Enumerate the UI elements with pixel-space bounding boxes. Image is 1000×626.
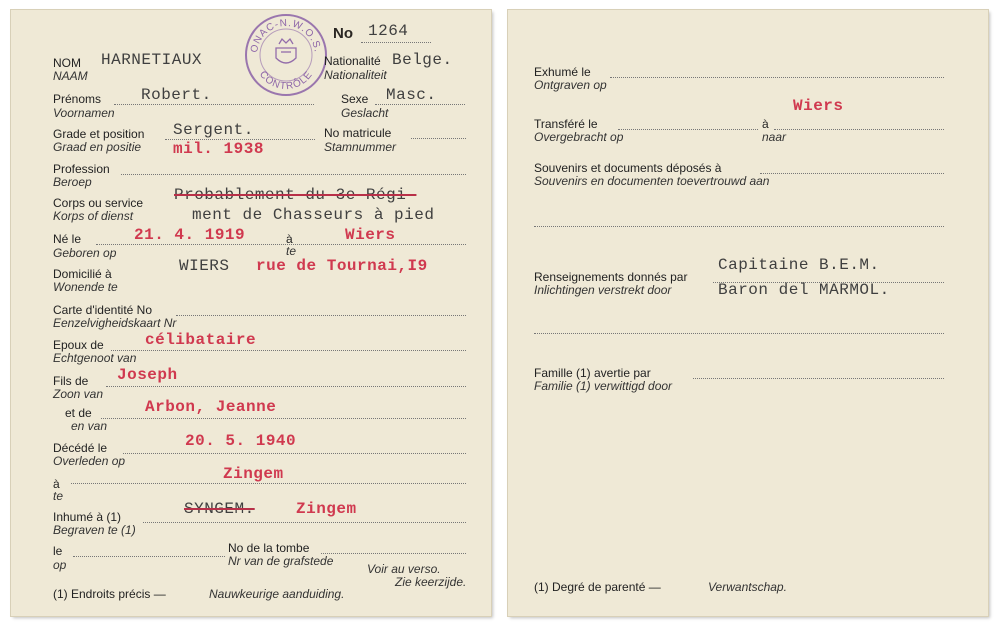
corps-label: Corps ou service [53, 196, 144, 210]
corps-label-nl: Korps of dienst [53, 209, 134, 223]
domicilie-label: Domicilié à [53, 267, 112, 281]
renseignements-label: Renseignements donnés par [534, 270, 688, 284]
famille-label: Famille (1) avertie par [534, 366, 651, 380]
transfere-a-label-nl: naar [762, 130, 787, 144]
ne-label-nl: Geboren op [53, 246, 117, 260]
back-footnote-nl: Verwantschap. [708, 580, 787, 594]
etde-value: Arbon, Jeanne [145, 398, 277, 416]
number-label: No [333, 25, 353, 42]
ne-label: Né le [53, 232, 82, 246]
prenoms-value: Robert. [141, 86, 212, 104]
card-number: 1264 [368, 22, 409, 40]
souvenirs-label-nl: Souvenirs en documenten toevertrouwd aan [534, 174, 770, 188]
prenoms-label: Prénoms [53, 92, 102, 106]
etde-label: et de [65, 406, 92, 420]
inhume-value-struck: SYNGEM. [184, 500, 255, 518]
footnote-fr: (1) Endroits précis — [53, 587, 166, 601]
card-front [11, 10, 491, 616]
le-label: le [53, 544, 63, 558]
le-label-nl: op [53, 558, 67, 572]
transfere-value: Wiers [793, 97, 844, 115]
footnote-nl: Nauwkeurige aanduiding. [209, 587, 345, 601]
nationalite-value: Belge. [392, 51, 453, 69]
domicilie-value-a: WIERS [179, 257, 230, 275]
stamp-top-text: ONAC-N.W.O.S. [248, 17, 323, 54]
fils-label: Fils de [53, 374, 89, 388]
zie-keerzijde: Zie keerzijde. [395, 575, 467, 589]
card-back [508, 10, 988, 616]
stamp-bottom-text: CONTRÔLE [256, 69, 316, 93]
decede-label: Décédé le [53, 441, 108, 455]
carte-label-nl: Eenzelvigheidskaart Nr [53, 316, 177, 330]
etde-label-nl: en van [71, 419, 108, 433]
epoux-label-nl: Echtgenoot van [53, 351, 137, 365]
back-footnote-fr: (1) Degré de parenté — [534, 580, 661, 594]
transfere-a-label: à [762, 117, 769, 131]
sexe-value: Masc. [386, 86, 437, 104]
domicilie-label-nl: Wonende te [53, 280, 118, 294]
nationalite-label: Nationalité [324, 54, 381, 68]
matricule-label: No matricule [324, 126, 392, 140]
a-value: Zingem [223, 465, 284, 483]
renseignements-value-2: Baron del MARMOL. [718, 281, 890, 299]
grade-label: Grade et position [53, 127, 145, 141]
decede-label-nl: Overleden op [53, 454, 126, 468]
epoux-value: célibataire [145, 331, 257, 349]
voir-verso: Voir au verso. [367, 562, 441, 576]
epoux-label: Epoux de [53, 338, 104, 352]
corps-value-line2: ment de Chasseurs à pied [192, 206, 435, 224]
inhume-value: Zingem [296, 500, 357, 518]
souvenirs-label: Souvenirs et documents déposés à [534, 161, 722, 175]
ne-a-label: à [286, 232, 293, 246]
nom-value: HARNETIAUX [101, 51, 203, 69]
profession-label: Profession [53, 162, 110, 176]
a-label: à [53, 477, 60, 491]
nom-label: NOM [53, 56, 81, 70]
corps-value-line1: Probablement du 3e Régi- [174, 186, 417, 204]
grade-label-nl: Graad en positie [53, 140, 142, 154]
nationalite-label-nl: Nationaliteit [324, 68, 387, 82]
grade-value: Sergent. [173, 121, 254, 139]
famille-label-nl: Familie (1) verwittigd door [534, 379, 673, 393]
grade-value-2: mil. 1938 [173, 140, 264, 158]
ne-te-label: te [286, 244, 297, 258]
tombe-label-nl: Nr van de grafstede [228, 554, 334, 568]
inhume-label-nl: Begraven te (1) [53, 523, 136, 537]
ne-date: 21. 4. 1919 [134, 226, 246, 244]
a-label-nl: te [53, 489, 64, 503]
decede-value: 20. 5. 1940 [185, 432, 297, 450]
fils-label-nl: Zoon van [53, 387, 104, 401]
transfere-label-nl: Overgebracht op [534, 130, 624, 144]
crest-icon [276, 39, 296, 63]
exhume-label-nl: Ontgraven op [534, 78, 607, 92]
sexe-label: Sexe [341, 92, 369, 106]
nom-label-nl: NAAM [53, 69, 88, 83]
sexe-label-nl: Geslacht [341, 106, 389, 120]
profession-label-nl: Beroep [53, 175, 92, 189]
renseignements-value-1: Capitaine B.E.M. [718, 256, 880, 274]
exhume-label: Exhumé le [534, 65, 591, 79]
matricule-label-nl: Stamnummer [324, 140, 397, 154]
domicilie-value-b: rue de Tournai,I9 [256, 257, 428, 275]
ne-place: Wiers [345, 226, 396, 244]
prenoms-label-nl: Voornamen [53, 106, 115, 120]
fils-value: Joseph [117, 366, 178, 384]
transfere-label: Transféré le [534, 117, 598, 131]
control-stamp [243, 12, 329, 98]
renseignements-label-nl: Inlichtingen verstrekt door [534, 283, 672, 297]
tombe-label: No de la tombe [228, 541, 310, 555]
carte-label: Carte d'identité No [53, 303, 153, 317]
inhume-label: Inhumé à (1) [53, 510, 122, 524]
